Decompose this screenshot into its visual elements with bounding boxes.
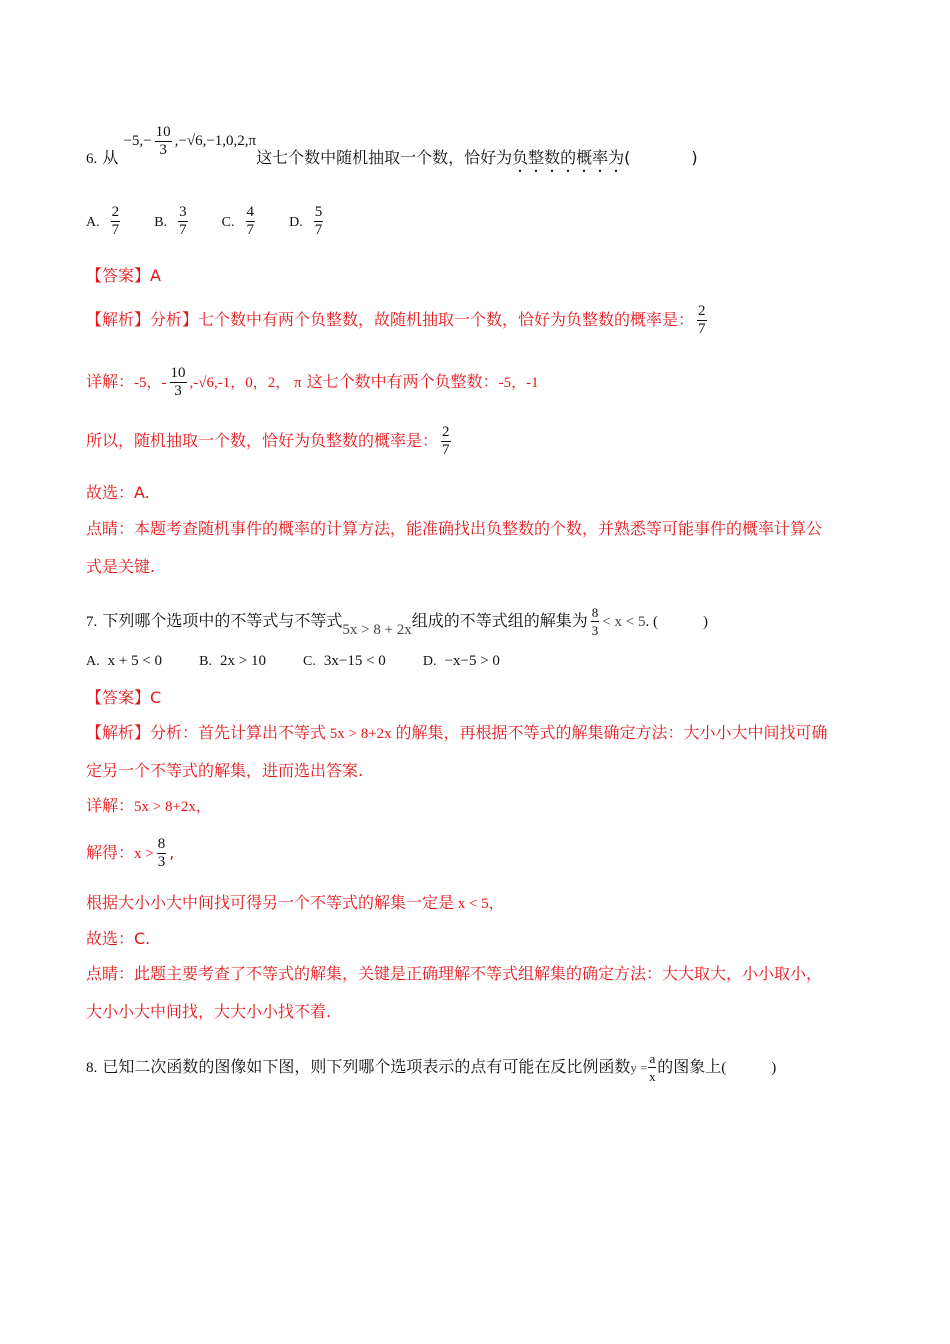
- q6-so: [86, 424, 454, 459]
- q7-note-line2: 大小小大中间找，大大小小找不着.: [86, 1002, 332, 1021]
- answer-blank: ( ): [721, 1060, 777, 1076]
- option-a: [86, 204, 123, 239]
- math: x < 5，: [454, 896, 504, 912]
- fraction: [441, 424, 451, 459]
- q7-choose: 故选：C.: [86, 929, 151, 948]
- numerator: 2: [442, 424, 450, 440]
- so-text: 所以，随机抽取一个数，恰好为负整数的概率是：: [86, 431, 439, 450]
- math: 5x > 8 + 2x: [342, 622, 412, 638]
- q6-answer: 【答案】A: [86, 266, 161, 285]
- answer-blank: ( ): [624, 147, 698, 167]
- question-7-stem: [86, 604, 708, 639]
- q6-analysis: [86, 303, 710, 338]
- fraction: [111, 204, 121, 239]
- math: y =: [630, 1060, 648, 1075]
- question-number: 8.: [86, 1060, 98, 1076]
- option-label: B.: [154, 215, 168, 230]
- math: 5x > 8+2x，: [134, 799, 211, 815]
- q7-analysis-line2: 定另一个不等式的解集，进而选出答案.: [86, 761, 364, 780]
- option-c: [222, 204, 258, 239]
- q6-note-line1: 点睛：本题考查随机事件的概率的计算方法，能准确找出负整数的个数，并熟悉等可能事件的概率计算公: [86, 519, 823, 538]
- option-b: [154, 204, 190, 239]
- question-7-options: [86, 650, 526, 672]
- numerator: 3: [179, 204, 187, 220]
- math: ,-√6,-1，0，2， π: [189, 375, 302, 391]
- numerator: 8: [157, 836, 166, 852]
- option-value: −x−5 > 0: [444, 653, 500, 669]
- q6-choose: 故选：A.: [86, 483, 150, 502]
- q7-detail: [86, 796, 211, 817]
- question-number: 6.: [86, 150, 98, 167]
- analysis-text: 【解析】分析：首先计算出不等式: [86, 723, 327, 742]
- detail-label: 详解：: [86, 796, 135, 815]
- denominator: 7: [442, 442, 450, 458]
- denominator: 3: [174, 383, 182, 399]
- math: ,−√6,−1,0,2,π: [174, 132, 257, 149]
- option-label: C.: [221, 215, 235, 230]
- stem-text: 已知二次函数的图像如下图，则下列哪个选项表示的点有可能在反比例函数: [102, 1057, 631, 1076]
- fraction: [648, 1050, 656, 1085]
- math: 5x > 8+2x: [326, 726, 396, 742]
- option-a: [86, 650, 162, 672]
- detail-text: 这七个数中有两个负整数：: [301, 372, 499, 391]
- solve-label: 解得：: [86, 843, 135, 862]
- option-value: x + 5 < 0: [107, 653, 163, 669]
- stem-text: 下列哪个选项中的不等式与不等式: [102, 611, 343, 630]
- numerator: 5: [314, 204, 323, 220]
- option-label: A.: [86, 654, 100, 669]
- question-6-stem: [86, 124, 698, 177]
- fraction: [591, 604, 600, 639]
- punctuation: ,: [169, 843, 175, 862]
- emphasized-text: 负整数的概率为: [512, 147, 625, 167]
- math: -5，-: [134, 375, 167, 391]
- numerator: 4: [246, 204, 254, 220]
- numerator: 10: [170, 365, 186, 381]
- basis-text: 根据大小小大中间找可得另一个不等式的解集一定是: [86, 893, 455, 912]
- option-label: A.: [86, 215, 100, 230]
- q7-solve: [86, 836, 174, 871]
- stem-text: 从: [102, 147, 119, 167]
- answer-blank: . ( ): [645, 614, 708, 630]
- denominator: x: [649, 1069, 656, 1084]
- fraction: [157, 836, 167, 871]
- detail-label: 详解：: [86, 372, 135, 391]
- stem-text: 组成的不等式组的解集为: [411, 611, 588, 630]
- numerator: 2: [698, 303, 706, 319]
- denominator: 7: [246, 222, 254, 238]
- denominator: 3: [157, 854, 166, 870]
- q6-note-line2: 式是关键.: [86, 557, 156, 576]
- number-list: [123, 124, 257, 158]
- denominator: 7: [111, 222, 120, 238]
- analysis-text: 的解集，再根据不等式的解集确定方法：大小小大中间找可确: [395, 723, 828, 742]
- stem-text: 这七个数中随机抽取一个数，恰好为: [256, 147, 513, 167]
- denominator: 3: [591, 623, 599, 638]
- numerator: a: [649, 1051, 656, 1066]
- question-number: 7.: [86, 614, 98, 630]
- math: -5，-1: [498, 375, 539, 391]
- option-label: D.: [289, 215, 303, 230]
- fraction: [246, 204, 256, 239]
- option-value: 3x−15 < 0: [323, 653, 386, 669]
- numerator: 2: [111, 204, 120, 220]
- question-6-options: [86, 204, 352, 239]
- numerator: 8: [591, 605, 599, 620]
- denominator: 7: [314, 222, 323, 238]
- fraction: [314, 204, 324, 239]
- option-label: D.: [422, 654, 437, 669]
- option-b: [199, 650, 266, 672]
- option-label: B.: [199, 654, 212, 669]
- option-d: [423, 650, 500, 672]
- math: < x < 5: [602, 614, 646, 630]
- fraction: [697, 303, 707, 338]
- q7-analysis-line1: [86, 723, 827, 744]
- math: x >: [134, 846, 154, 862]
- fraction: [178, 204, 188, 239]
- option-label: C.: [303, 654, 316, 669]
- fraction: [170, 365, 187, 400]
- math: −5,−: [123, 132, 152, 149]
- q7-note-line1: 点睛：此题主要考查了不等式的解集，关键是正确理解不等式组解集的确定方法：大大取大，小小取小，: [86, 964, 823, 983]
- denominator: 7: [698, 321, 706, 337]
- stem-text: 的图象上: [657, 1057, 722, 1076]
- fraction: [155, 124, 172, 159]
- question-8-stem: [86, 1050, 776, 1085]
- option-d: [289, 204, 326, 239]
- q7-basis: [86, 893, 504, 914]
- denominator: 7: [179, 222, 187, 238]
- analysis-text: 【解析】分析】七个数中有两个负整数，故随机抽取一个数，恰好为负整数的概率是：: [86, 310, 695, 329]
- q7-answer: 【答案】C: [86, 688, 162, 707]
- q6-detail: [86, 365, 539, 400]
- denominator: 3: [159, 142, 167, 158]
- option-c: [303, 650, 386, 672]
- option-value: 2x > 10: [219, 653, 266, 669]
- numerator: 10: [155, 124, 171, 140]
